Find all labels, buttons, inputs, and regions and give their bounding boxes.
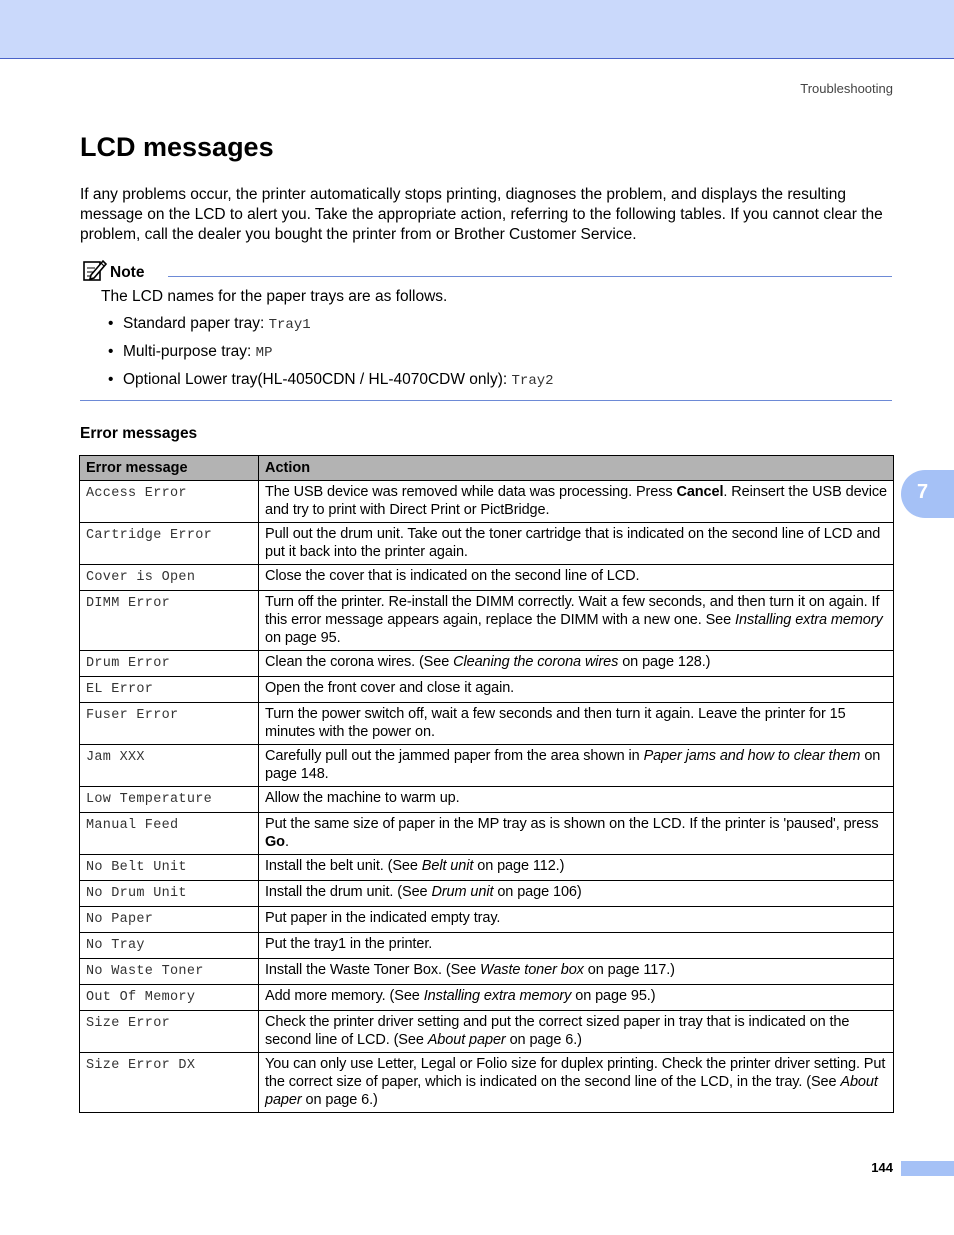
error-code-cell: Size Error — [80, 1011, 259, 1053]
action-cell: Turn off the printer. Re-install the DIMM correctly. Wait a few seconds, and then turn it on again. If this error message appears again, replace the DIMM with a new one. See Installing extra memory on page 95. — [259, 591, 894, 651]
tray-code: MP — [255, 345, 273, 361]
table-row — [80, 985, 894, 1011]
error-code-cell: Fuser Error — [80, 703, 259, 745]
note-header — [80, 258, 892, 284]
running-head: Troubleshooting — [800, 81, 893, 96]
action-cell: Open the front cover and close it again. — [259, 677, 894, 703]
note-pencil-icon — [82, 258, 108, 282]
header-band — [0, 0, 954, 59]
table-row — [80, 745, 894, 787]
action-cell: Allow the machine to warm up. — [259, 787, 894, 813]
page-title: LCD messages — [80, 132, 274, 162]
page-number: 144 — [871, 1160, 893, 1175]
action-cell: Check the printer driver setting and put the correct sized paper in tray that is indicated on the second line of LCD. (See About paper on page 6.) — [259, 1011, 894, 1053]
table-row — [80, 651, 894, 677]
table-row — [80, 565, 894, 591]
action-cell: Clean the corona wires. (See Cleaning the corona wires on page 128.) — [259, 651, 894, 677]
table-row — [80, 523, 894, 565]
error-code-cell: No Waste Toner — [80, 959, 259, 985]
action-cell: Put paper in the indicated empty tray. — [259, 907, 894, 933]
section-title: Error messages — [80, 425, 198, 442]
table-row — [80, 1011, 894, 1053]
note-text: The LCD names for the paper trays are as follows. — [101, 288, 448, 305]
action-cell: Install the belt unit. (See Belt unit on page 112.) — [259, 855, 894, 881]
error-code-cell: No Paper — [80, 907, 259, 933]
error-code-cell: Drum Error — [80, 651, 259, 677]
error-code-cell: No Drum Unit — [80, 881, 259, 907]
tray-code: Tray1 — [268, 317, 311, 333]
action-cell: Pull out the drum unit. Take out the toner cartridge that is indicated on the second line of LCD and put it back into the printer again. — [259, 523, 894, 565]
action-cell: Close the cover that is indicated on the second line of LCD. — [259, 565, 894, 591]
table-row — [80, 481, 894, 523]
table-row — [80, 881, 894, 907]
action-cell: You can only use Letter, Legal or Folio size for duplex printing. Check the printer driver setting. Put the correct size of paper, which is indicated on the second line of the LCD, in the tray. (See About paper on page 6.) — [259, 1053, 894, 1113]
error-code-cell: Out Of Memory — [80, 985, 259, 1011]
table-row — [80, 855, 894, 881]
table-row — [80, 813, 894, 855]
column-header-error-message: Error message — [80, 456, 259, 481]
note-end-divider — [80, 400, 892, 401]
error-code-cell: Cover is Open — [80, 565, 259, 591]
action-cell: Put the same size of paper in the MP tray as is shown on the LCD. If the printer is 'paused', press Go. — [259, 813, 894, 855]
table-row — [80, 703, 894, 745]
table-row — [80, 677, 894, 703]
note-divider — [168, 276, 892, 277]
note-label: Note — [110, 264, 145, 281]
table-row — [80, 959, 894, 985]
table-row — [80, 787, 894, 813]
error-code-cell: No Tray — [80, 933, 259, 959]
tray-code: Tray2 — [511, 373, 554, 389]
table-row — [80, 933, 894, 959]
error-code-cell: Low Temperature — [80, 787, 259, 813]
column-header-action: Action — [259, 456, 894, 481]
error-code-cell: EL Error — [80, 677, 259, 703]
action-cell: Install the Waste Toner Box. (See Waste toner box on page 117.) — [259, 959, 894, 985]
error-code-cell: Cartridge Error — [80, 523, 259, 565]
table-row — [80, 907, 894, 933]
chapter-tab: 7 — [901, 470, 954, 518]
intro-paragraph: If any problems occur, the printer automatically stops printing, diagnoses the problem, and displays the resulting message on the LCD to alert you. Take the appropriate action, referring to the following tables. If you cannot clear the problem, call the dealer you bought the printer from or Brother Customer Service. — [80, 186, 883, 243]
action-cell: Carefully pull out the jammed paper from the area shown in Paper jams and how to clear them on page 148. — [259, 745, 894, 787]
error-code-cell: Jam XXX — [80, 745, 259, 787]
error-code-cell: Manual Feed — [80, 813, 259, 855]
error-code-cell: No Belt Unit — [80, 855, 259, 881]
action-cell: Put the tray1 in the printer. — [259, 933, 894, 959]
table-row — [80, 591, 894, 651]
page-number-bar — [901, 1161, 954, 1176]
error-table — [79, 455, 894, 1113]
table-header-row — [80, 456, 894, 481]
action-cell: Add more memory. (See Installing extra memory on page 95.) — [259, 985, 894, 1011]
table-row — [80, 1053, 894, 1113]
error-code-cell: Size Error DX — [80, 1053, 259, 1113]
action-cell: Install the drum unit. (See Drum unit on page 106) — [259, 881, 894, 907]
action-cell: Turn the power switch off, wait a few seconds and then turn it again. Leave the printer for 15 minutes with the power on. — [259, 703, 894, 745]
error-code-cell: DIMM Error — [80, 591, 259, 651]
error-code-cell: Access Error — [80, 481, 259, 523]
action-cell: The USB device was removed while data was processing. Press Cancel. Reinsert the USB device and try to print with Direct Print or PictBridge. — [259, 481, 894, 523]
